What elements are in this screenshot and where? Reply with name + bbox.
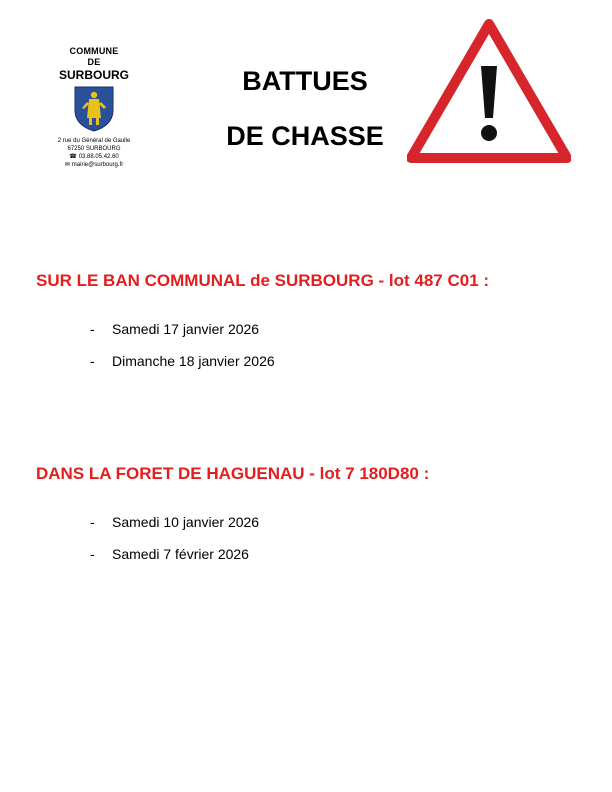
hunt-date-list-foret-haguenau bbox=[90, 514, 259, 578]
letterhead-address-street: 2 rue du Général de Gaulle bbox=[57, 138, 131, 144]
coat-of-arms-icon bbox=[74, 86, 114, 132]
letterhead bbox=[40, 46, 148, 169]
letterhead-line-commune: COMMUNE bbox=[69, 46, 119, 56]
warning-sign-icon bbox=[407, 18, 571, 164]
letterhead-email-address: mairie@surbourg.fr bbox=[71, 162, 124, 168]
section-heading-ban-communal: SUR LE BAN COMMUNAL de SURBOURG - lot 487 C01 : bbox=[36, 271, 490, 290]
letterhead-town-name: SURBOURG bbox=[58, 68, 129, 82]
page-title-line-1: BATTUES bbox=[242, 66, 368, 96]
list-dash: - bbox=[90, 353, 95, 369]
letterhead-phone bbox=[40, 153, 148, 161]
letterhead-address-city: 67250 SURBOURG bbox=[67, 146, 121, 152]
list-dash: - bbox=[90, 321, 95, 337]
letterhead-line-de: DE bbox=[87, 57, 101, 67]
section-heading-foret-haguenau: DANS LA FORET DE HAGUENAU - lot 7 180D80 : bbox=[36, 464, 430, 483]
page-title-line-2: DE CHASSE bbox=[226, 121, 384, 151]
list-item bbox=[90, 353, 275, 369]
letterhead-email bbox=[40, 161, 148, 169]
hunt-date: Samedi 17 janvier 2026 bbox=[112, 321, 260, 337]
list-dash: - bbox=[90, 546, 95, 562]
list-item bbox=[90, 321, 275, 337]
hunt-date: Samedi 10 janvier 2026 bbox=[112, 514, 260, 530]
hunt-date-list-ban-communal bbox=[90, 321, 275, 385]
phone-icon: ☎ bbox=[69, 154, 77, 160]
envelope-icon: ✉ bbox=[64, 162, 70, 168]
list-item bbox=[90, 546, 259, 562]
list-dash: - bbox=[90, 514, 95, 530]
hunt-date: Samedi 7 février 2026 bbox=[112, 546, 249, 562]
hunt-date: Dimanche 18 janvier 2026 bbox=[112, 353, 275, 369]
letterhead-phone-number: 03.88.05.42.60 bbox=[78, 154, 119, 160]
list-item bbox=[90, 514, 259, 530]
